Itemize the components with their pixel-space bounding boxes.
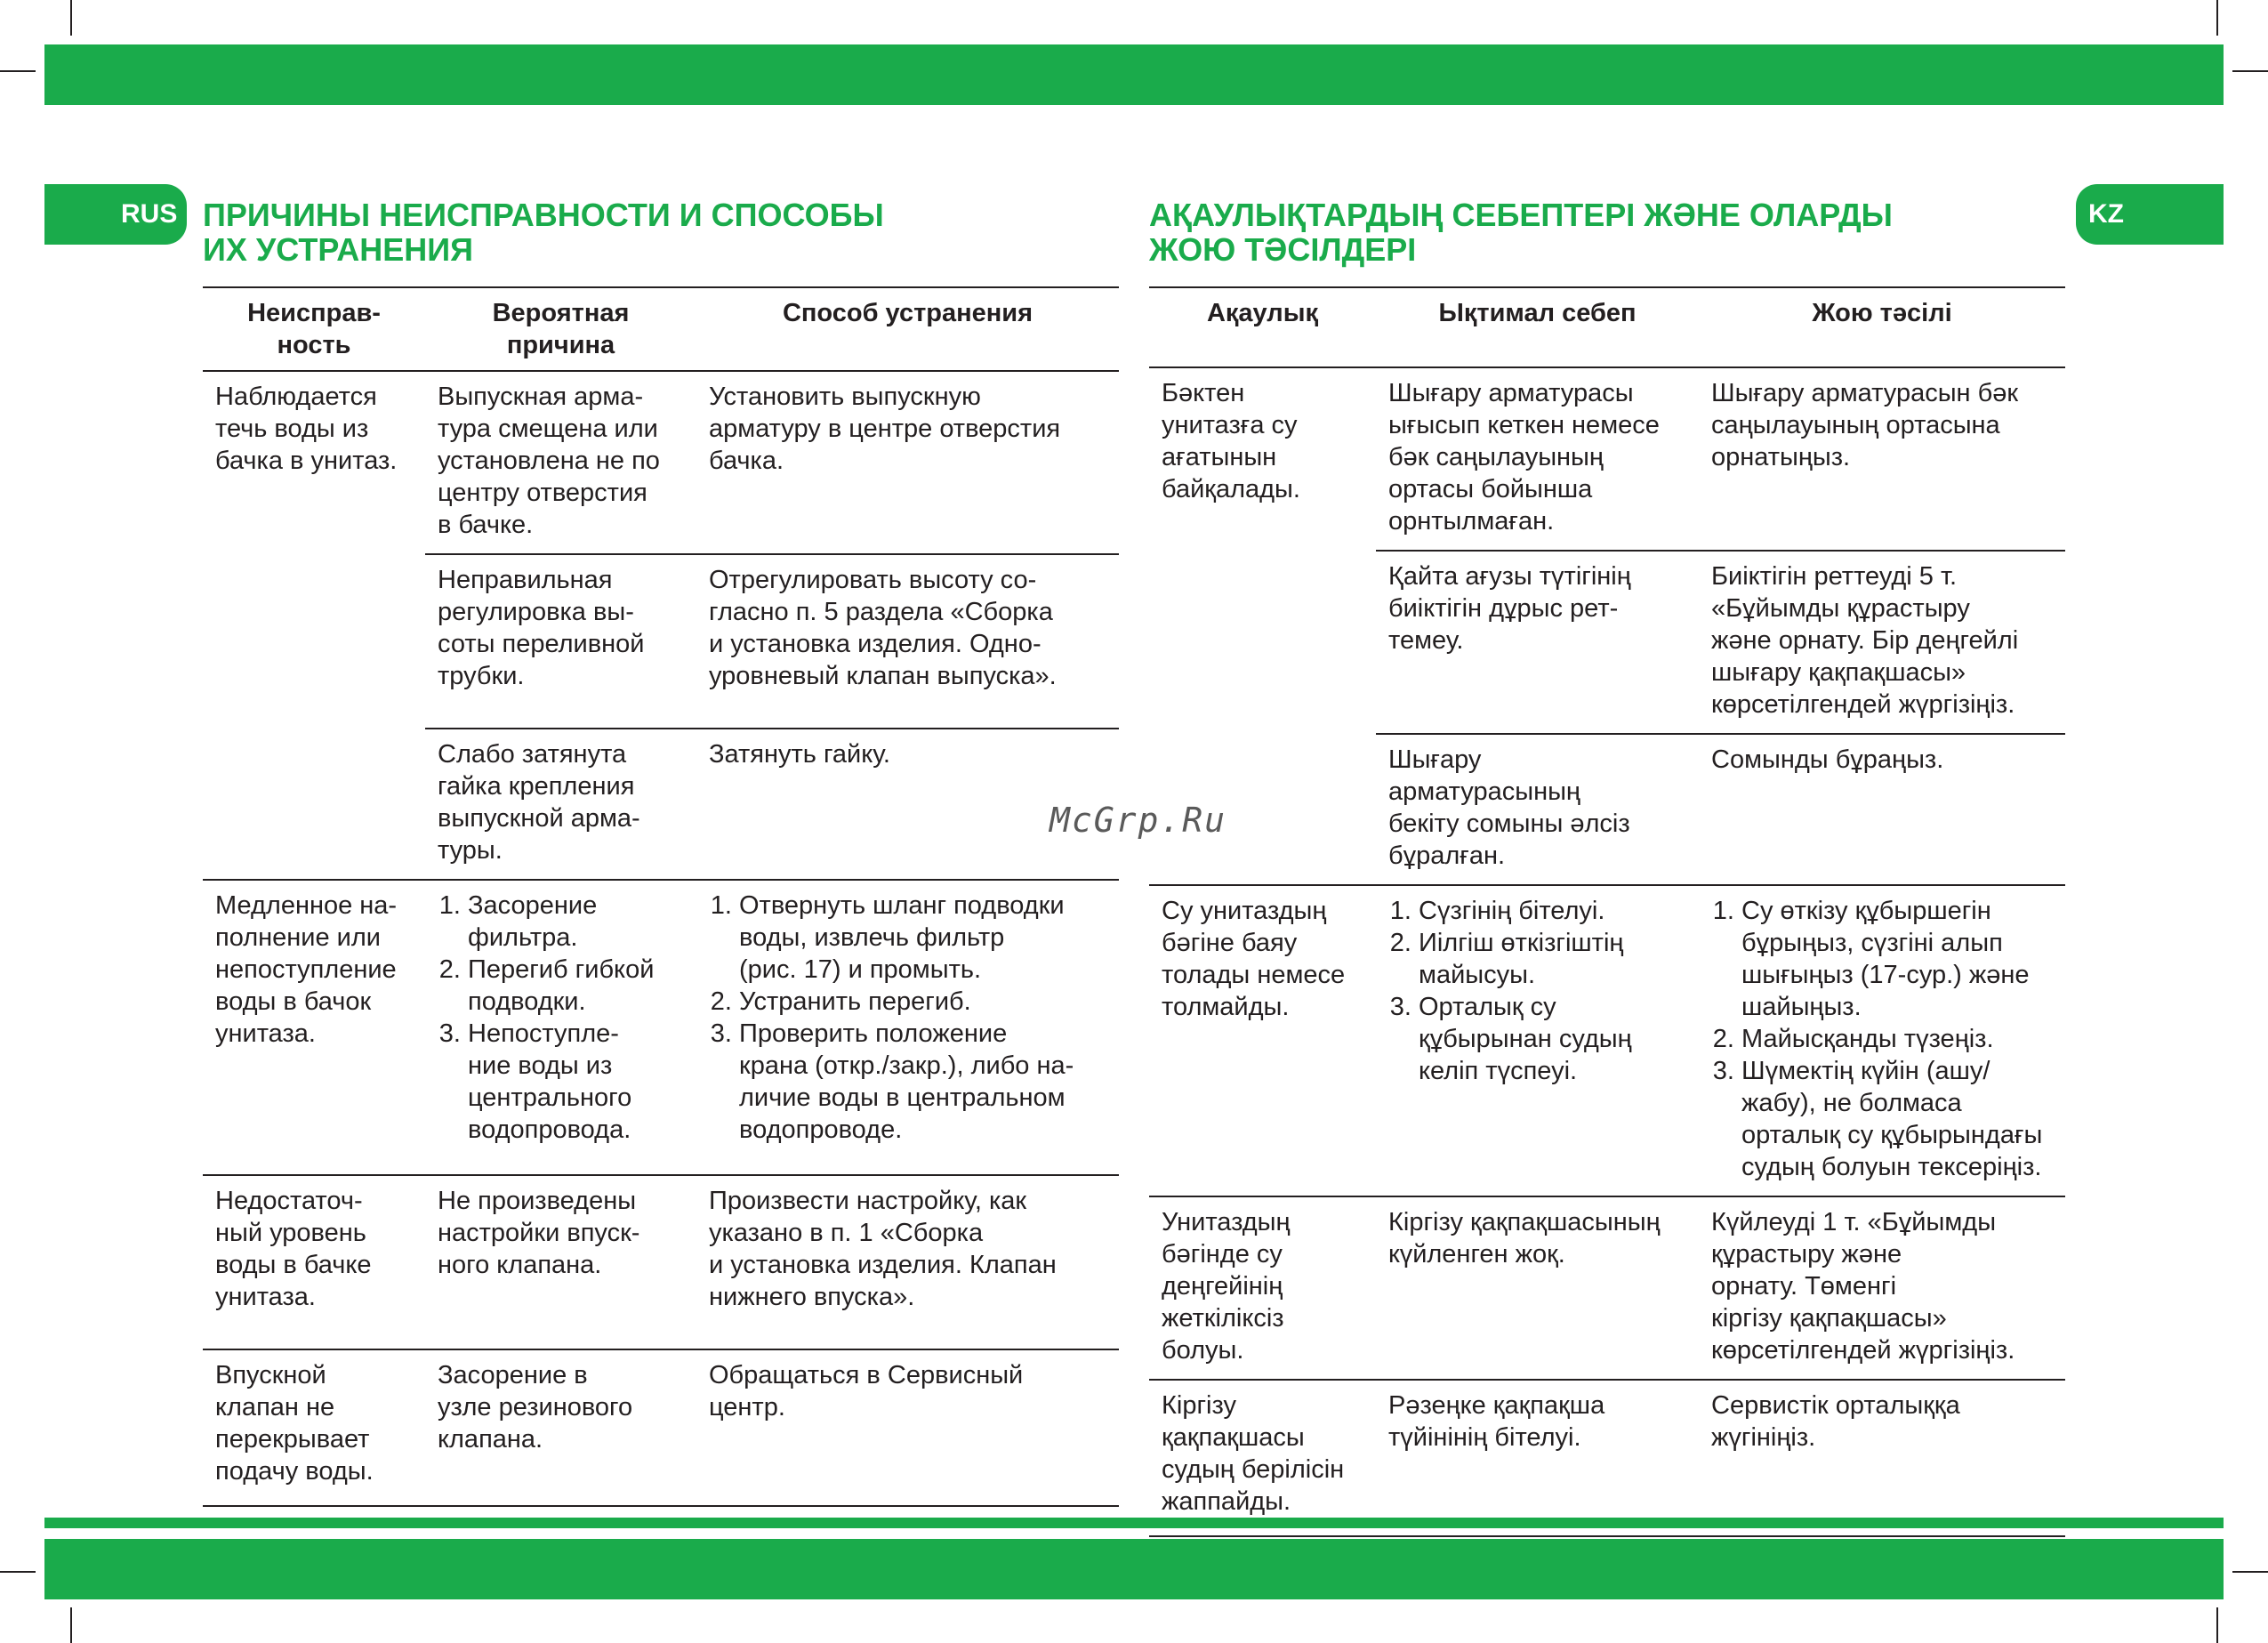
- kz-language-tab: KZ: [2076, 184, 2224, 245]
- remedy-cell: Отрегулировать высоту со- гласно п. 5 раздела «Сборка и установка изделия. Одно- уровневый клапан выпуска».: [696, 554, 1119, 729]
- fault-cell: Наблюдается течь воды из бачка в унитаз.: [203, 371, 425, 880]
- crop-mark: [2216, 1607, 2218, 1643]
- table-header-row: [1149, 287, 2065, 367]
- column-header-cause: Вероятная причина: [425, 287, 696, 371]
- list-item: 2. Перегиб гибкой подводки.: [468, 954, 684, 1018]
- crop-mark: [70, 0, 72, 36]
- list-item: 2. Майысқанды түзеңіз.: [1741, 1023, 2053, 1055]
- remedy-cell: Сервистік орталыққа жүгініңіз.: [1699, 1380, 2065, 1536]
- fault-cell: Бәктен унитазға су ағатынын байқалады.: [1149, 367, 1376, 885]
- remedy-cell: Обращаться в Сервисный центр.: [696, 1349, 1119, 1506]
- cause-list: [438, 890, 684, 1146]
- bottom-green-band: [44, 1539, 2224, 1599]
- remedy-list: [709, 890, 1106, 1146]
- list-item: 1. Отвернуть шланг подводки воды, извлечь фильтр (рис. 17) и промыть.: [739, 890, 1106, 986]
- cause-cell: [425, 880, 696, 1175]
- remedy-cell: Затянуть гайку.: [696, 729, 1119, 880]
- cause-cell: Шығару арматурасы ығысып кеткен немесе бәк саңылауының ортасы бойынша орнтылмаған.: [1376, 367, 1699, 551]
- fault-cell: Су унитаздың бәгіне баяу толады немесе толмайды.: [1149, 885, 1376, 1196]
- remedy-cell: Күйлеуді 1 т. «Бұйымды құрастыру және орнату. Төменгі кіргізу қақпақшасы» көрсетілгендей жүргізіңіз.: [1699, 1196, 2065, 1380]
- list-item: 3. Проверить положение крана (откр./закр.), либо на- личие воды в центральном водопроводе.: [739, 1018, 1106, 1146]
- fault-cell: Унитаздың бәгінде су деңгейінің жеткіліксіз болуы.: [1149, 1196, 1376, 1380]
- fault-cell: Недостаточ- ный уровень воды в бачке унитаза.: [203, 1175, 425, 1349]
- kz-section-title: [1149, 197, 1893, 267]
- fault-cell: Кіргізу қақпақшасы судың берілісін жаппайды.: [1149, 1380, 1376, 1536]
- table-row: [1149, 1380, 2065, 1536]
- list-item: 1. Сүзгінің бітелуі.: [1419, 895, 1686, 927]
- cause-cell: Слабо затянута гайка крепления выпускной арма- туры.: [425, 729, 696, 880]
- rus-title-line: ИХ УСТРАНЕНИЯ: [203, 231, 473, 268]
- fault-cell: Медленное на- полнение или непоступление воды в бачок унитаза.: [203, 880, 425, 1175]
- list-item: 1. Засорение фильтра.: [468, 890, 684, 954]
- cause-list: [1388, 895, 1686, 1087]
- table-row: [203, 880, 1119, 1175]
- list-item: 2. Иілгіш өткізгіштің майысуы.: [1419, 927, 1686, 991]
- crop-mark: [0, 1571, 36, 1573]
- remedy-cell: Шығару арматурасын бәк саңылауының ортасына орнатыңыз.: [1699, 367, 2065, 551]
- list-item: 1. Су өткізу құбыршегін бұрыңыз, сүзгіні алып шығыңыз (17-сур.) және шайыңыз.: [1741, 895, 2053, 1023]
- kz-title-line: ЖОЮ ТӘСІЛДЕРІ: [1149, 231, 1417, 268]
- cause-cell: Выпускная арма- тура смещена или установлена не по центру отверстия в бачке.: [425, 371, 696, 554]
- table-header-row: [203, 287, 1119, 371]
- crop-mark: [2232, 70, 2268, 72]
- top-green-band: [44, 44, 2224, 105]
- remedy-cell: Произвести настройку, как указано в п. 1 «Сборка и установка изделия. Клапан нижнего впуска».: [696, 1175, 1119, 1349]
- remedy-cell: [1699, 885, 2065, 1196]
- crop-mark: [70, 1607, 72, 1643]
- list-item: 3. Орталық су құбырынан судың келіп түспеуі.: [1419, 991, 1686, 1087]
- table-row: [203, 371, 1119, 554]
- crop-mark: [2232, 1571, 2268, 1573]
- crop-mark: [2216, 0, 2218, 36]
- cause-cell: [1376, 885, 1699, 1196]
- fault-cell: Впускной клапан не перекрывает подачу воды.: [203, 1349, 425, 1506]
- column-header-fault: Ақаулық: [1149, 287, 1376, 367]
- column-header-fault: Неисправ- ность: [203, 287, 425, 371]
- kz-title-line: АҚАУЛЫҚТАРДЫҢ СЕБЕПТЕРІ ЖӘНЕ ОЛАРДЫ: [1149, 197, 1893, 233]
- column-header-remedy: Способ устранения: [696, 287, 1119, 371]
- table-row: [1149, 1196, 2065, 1380]
- list-item: 3. Непоступле- ние воды из центрального водопровода.: [468, 1018, 684, 1146]
- cause-cell: Не произведены настройки впуск- ного клапана.: [425, 1175, 696, 1349]
- cause-cell: Рәзеңке қақпақша түйінінің бітелуі.: [1376, 1380, 1699, 1536]
- remedy-cell: Биіктігін реттеуді 5 т. «Бұйымды құрастыру және орнату. Бір деңгейлі шығару қақпақшасы» көрсетілгендей жүргізіңіз.: [1699, 551, 2065, 734]
- crop-mark: [0, 70, 36, 72]
- cause-cell: Неправильная регулировка вы- соты переливной трубки.: [425, 554, 696, 729]
- cause-cell: Шығару арматурасының бекіту сомыны әлсіз бұралған.: [1376, 734, 1699, 885]
- cause-cell: Қайта ағузы түтігінің биіктігін дұрыс рет- темеу.: [1376, 551, 1699, 734]
- cause-cell: Засорение в узле резинового клапана.: [425, 1349, 696, 1506]
- table-row: [203, 1175, 1119, 1349]
- kz-troubleshooting-table: [1149, 286, 2065, 1537]
- remedy-cell: Сомынды бұраңыз.: [1699, 734, 2065, 885]
- table-row: [1149, 885, 2065, 1196]
- table-row: [203, 1349, 1119, 1506]
- column-header-remedy: Жою тәсілі: [1699, 287, 2065, 367]
- remedy-cell: [696, 880, 1119, 1175]
- rus-title-line: ПРИЧИНЫ НЕИСПРАВНОСТИ И СПОСОБЫ: [203, 197, 884, 233]
- column-header-cause: Ықтимал себеп: [1376, 287, 1699, 367]
- rus-troubleshooting-table: [203, 286, 1119, 1507]
- rus-section-title: [203, 197, 884, 267]
- cause-cell: Кіргізу қақпақшасының күйленген жоқ.: [1376, 1196, 1699, 1380]
- list-item: 2. Устранить перегиб.: [739, 986, 1106, 1018]
- watermark-text: McGrp.Ru: [1050, 801, 1227, 840]
- remedy-cell: Установить выпускную арматуру в центре отверстия бачка.: [696, 371, 1119, 554]
- list-item: 3. Шүмектің күйін (ашу/ жабу), не болмаса орталық су құбырындағы судың болуын тексеріңіз.: [1741, 1055, 2053, 1183]
- rus-language-tab: RUS: [44, 184, 187, 245]
- remedy-list: [1711, 895, 2053, 1183]
- table-row: [1149, 367, 2065, 551]
